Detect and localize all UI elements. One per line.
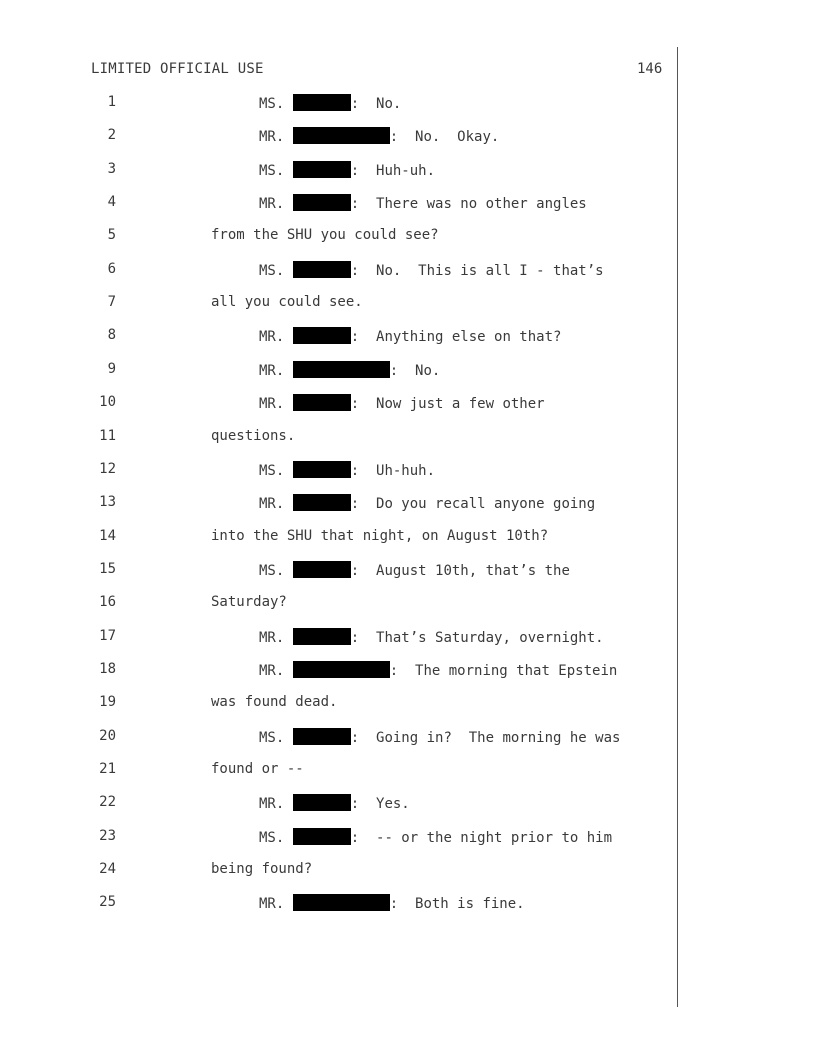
transcript-line <box>0 728 816 750</box>
spoken-text: : No. This is all I - that’s <box>350 262 604 279</box>
line-number: 21 <box>99 761 116 777</box>
line-number: 18 <box>99 660 116 677</box>
line-number: 24 <box>99 861 116 878</box>
transcript-line <box>0 694 816 716</box>
continuation-text: from the SHU you could see? <box>211 227 439 244</box>
redaction-box <box>293 794 351 811</box>
speaker-line <box>259 394 545 412</box>
speaker-title: MR. <box>259 329 285 346</box>
speaker-line <box>259 361 440 379</box>
transcript-line <box>0 127 816 149</box>
transcript-line <box>0 594 816 616</box>
redaction-box <box>293 161 351 178</box>
transcript-line <box>0 494 816 516</box>
spoken-text: : Both is fine. <box>389 896 525 913</box>
spoken-text: : No. Okay. <box>389 129 500 146</box>
line-number: 3 <box>107 160 116 177</box>
spoken-text: : There was no other angles <box>350 196 587 213</box>
speaker-line <box>259 728 620 746</box>
line-number: 11 <box>99 427 116 444</box>
speaker-title: MR. <box>259 196 285 213</box>
redaction-box <box>293 194 351 211</box>
spoken-text: : Do you recall anyone going <box>350 496 596 513</box>
speaker-line <box>259 461 435 479</box>
speaker-line <box>259 628 604 646</box>
line-number: 14 <box>99 527 116 544</box>
speaker-title: MS. <box>259 562 285 579</box>
spoken-text: : No. <box>350 96 402 112</box>
redaction-box <box>293 361 390 378</box>
continuation-text: into the SHU that night, on August 10th? <box>211 527 549 544</box>
spoken-text: : Yes. <box>350 796 410 813</box>
line-number: 4 <box>107 194 116 211</box>
redaction-box <box>293 628 351 645</box>
transcript-line <box>0 227 816 249</box>
redaction-box <box>293 661 390 678</box>
speaker-line <box>259 828 612 846</box>
line-number: 1 <box>107 94 116 110</box>
line-number: 12 <box>99 460 116 477</box>
transcript-line <box>0 428 816 450</box>
continuation-text: was found dead. <box>211 694 338 711</box>
redaction-box <box>293 94 351 111</box>
spoken-text: : August 10th, that’s the <box>350 562 570 579</box>
transcript-line <box>0 828 816 850</box>
redaction-box <box>293 828 351 845</box>
line-number: 9 <box>107 360 116 377</box>
transcript-line <box>0 394 816 416</box>
redaction-box <box>293 561 351 578</box>
speaker-line <box>259 894 525 912</box>
speaker-title: MS. <box>259 162 285 179</box>
page-number: 146 <box>637 61 663 77</box>
speaker-line <box>259 127 499 145</box>
line-number: 23 <box>99 827 116 844</box>
line-number: 6 <box>107 260 116 277</box>
spoken-text: : That’s Saturday, overnight. <box>350 629 604 646</box>
speaker-title: MR. <box>259 396 285 413</box>
transcript-line <box>0 861 816 883</box>
speaker-title: MR. <box>259 496 285 513</box>
speaker-line <box>259 94 401 112</box>
speaker-line <box>259 194 587 212</box>
line-number: 19 <box>99 694 116 711</box>
transcript-line <box>0 628 816 650</box>
transcript-line <box>0 361 816 383</box>
transcript-line <box>0 794 816 816</box>
continuation-text: questions. <box>211 427 296 444</box>
continuation-text: found or -- <box>211 761 304 777</box>
speaker-title: MS. <box>259 729 285 746</box>
spoken-text: : Going in? The morning he was <box>350 729 621 746</box>
speaker-line <box>259 161 435 179</box>
speaker-line <box>259 661 617 679</box>
speaker-title: MS. <box>259 262 285 279</box>
transcript-line <box>0 194 816 216</box>
classification-header: LIMITED OFFICIAL USE <box>91 61 264 77</box>
speaker-title: MS. <box>259 829 285 846</box>
line-number: 22 <box>99 794 116 811</box>
speaker-title: MR. <box>259 629 285 646</box>
line-number: 2 <box>107 127 116 144</box>
spoken-text: : Uh-huh. <box>350 462 436 479</box>
line-number: 20 <box>99 727 116 744</box>
transcript-line <box>0 327 816 349</box>
transcript-line <box>0 294 816 316</box>
line-number: 5 <box>107 227 116 244</box>
speaker-title: MR. <box>259 796 285 813</box>
line-number: 16 <box>99 594 116 611</box>
transcript-line <box>0 561 816 583</box>
speaker-line <box>259 261 604 279</box>
speaker-title: MS. <box>259 96 285 112</box>
line-number: 25 <box>99 894 116 911</box>
speaker-line <box>259 327 561 345</box>
transcript-line <box>0 528 816 550</box>
redaction-box <box>293 894 390 911</box>
redaction-box <box>293 127 390 144</box>
transcript-line <box>0 261 816 283</box>
spoken-text: : Anything else on that? <box>350 329 562 346</box>
spoken-text: : -- or the night prior to him <box>350 829 613 846</box>
speaker-title: MS. <box>259 462 285 479</box>
transcript-line <box>0 761 816 783</box>
transcript-line <box>0 894 816 916</box>
transcript-line <box>0 94 816 116</box>
speaker-line <box>259 494 595 512</box>
spoken-text: : Now just a few other <box>350 396 545 413</box>
redaction-box <box>293 394 351 411</box>
speaker-title: MR. <box>259 129 285 146</box>
line-number: 7 <box>107 294 116 311</box>
speaker-line <box>259 561 570 579</box>
continuation-text: all you could see. <box>211 294 363 311</box>
redaction-box <box>293 728 351 745</box>
line-number: 8 <box>107 327 116 344</box>
line-number: 15 <box>99 560 116 577</box>
spoken-text: : No. <box>389 362 441 379</box>
line-number: 10 <box>99 394 116 411</box>
speaker-title: MR. <box>259 662 285 679</box>
redaction-box <box>293 494 351 511</box>
speaker-title: MR. <box>259 362 285 379</box>
speaker-title: MR. <box>259 896 285 913</box>
redaction-box <box>293 261 351 278</box>
transcript-line <box>0 661 816 683</box>
speaker-line <box>259 794 410 812</box>
spoken-text: : Huh-uh. <box>350 162 436 179</box>
redaction-box <box>293 327 351 344</box>
line-number: 17 <box>99 627 116 644</box>
spoken-text: : The morning that Epstein <box>389 662 618 679</box>
transcript-line <box>0 461 816 483</box>
transcript-line <box>0 161 816 183</box>
continuation-text: being found? <box>211 861 313 878</box>
line-number: 13 <box>99 494 116 511</box>
redaction-box <box>293 461 351 478</box>
continuation-text: Saturday? <box>211 594 287 611</box>
